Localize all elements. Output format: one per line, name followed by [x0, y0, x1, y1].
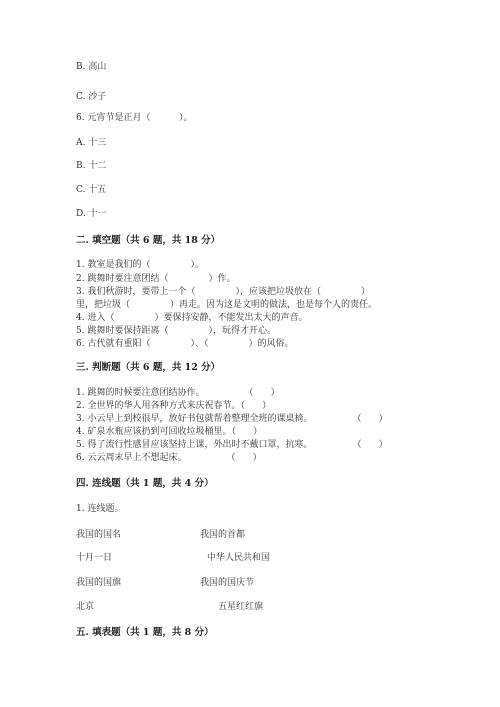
option-c-sand: C. 沙子 [76, 92, 107, 102]
fill-item-4: 4. 进入（ ）要保持安静，不能发出太大的声音。 [76, 313, 308, 323]
fill-item-3: 3. 我们秋游时，要带上一个（ ），应该把垃圾放在（ ） [76, 287, 371, 297]
section-5-heading: 五. 填表题（共 1 题，共 8 分） [76, 627, 214, 638]
match-left-2: 十月一日 [76, 553, 113, 563]
match-left-3: 我国的国旗 [76, 578, 122, 588]
fill-item-1: 1. 教室是我们的（ ）。 [76, 260, 205, 270]
q6-option-c: C. 十五 [76, 185, 107, 195]
section-4-heading: 四. 连线题（共 1 题，共 4 分） [76, 478, 214, 489]
q6-option-b: B. 十二 [76, 161, 107, 171]
fill-item-3-cont: 里，把垃圾（ ）再走。因为这是文明的做法，也是每个人的责任。 [76, 300, 378, 310]
section-3-heading: 三. 判断题（共 6 题，共 12 分） [76, 362, 221, 373]
match-left-4: 北京 [76, 602, 95, 612]
q6-option-a: A. 十三 [76, 138, 107, 148]
match-right-4: 五星红红旗 [218, 602, 264, 612]
match-right-1: 我国的首都 [200, 530, 246, 540]
match-right-2: 中华人民共和国 [207, 553, 271, 563]
match-left-1: 我国的国名 [76, 530, 122, 540]
judge-item-2: 2. 全世界的华人用各种方式来庆祝春节。（ ） [76, 401, 272, 411]
question-6: 6. 元宵节是正月（ ）。 [76, 113, 193, 123]
section-2-heading: 二. 填空题（共 6 题，共 18 分） [76, 235, 221, 246]
matching-question: 1. 连线题。 [76, 504, 124, 514]
judge-item-4: 4. 矿泉水瓶应该扔到可回收垃圾桶里。（ ） [76, 427, 263, 437]
q6-option-d: D. 十一 [76, 209, 107, 219]
judge-item-5: 5. 得了流行性感冒应该坚持上课，外出时不戴口罩，抗寒。 （ ） [76, 440, 388, 450]
option-b-highland: B. 高山 [76, 62, 107, 72]
match-right-3: 我国的国庆节 [200, 578, 255, 588]
fill-item-6: 6. 古代就有重阳（ ）、（ ）的风俗。 [76, 339, 294, 349]
fill-item-2: 2. 跳舞时要注意团结（ ）作。 [76, 274, 236, 284]
judge-item-3: 3. 小云早上到校很早，放好书包就帮着整理全班的课桌椅。 （ ） [76, 414, 388, 424]
fill-item-5: 5. 跳舞时要保持距离（ ），玩得才开心。 [76, 326, 277, 336]
judge-item-1: 1. 跳舞的时候要注意团结协作。 （ ） [76, 388, 280, 398]
judge-item-6: 6. 云云周末早上不想起床。 （ ） [76, 453, 262, 463]
